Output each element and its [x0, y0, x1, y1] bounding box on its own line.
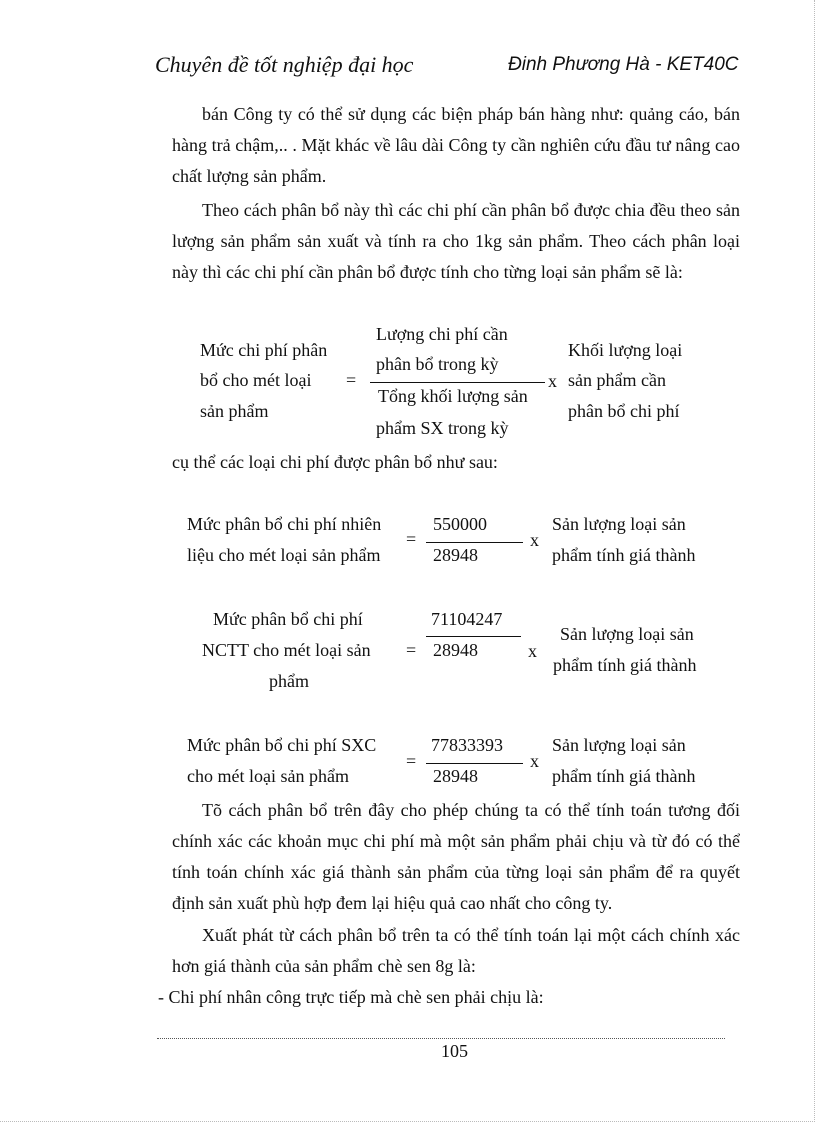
formula-labor-lhs-2: NCTT cho mét loại sản	[202, 640, 371, 660]
formula-fuel-denominator: 28948	[433, 545, 478, 565]
formula-general-fraction-bar	[370, 382, 545, 383]
formula-labor-lhs-3: phẩm	[269, 671, 309, 691]
formula-overhead-numerator: 77833393	[431, 735, 503, 755]
formula-fuel-lhs-2: liệu cho mét loại sản phẩm	[187, 545, 381, 565]
formula-general-lhs-1: Mức chi phí phân	[200, 340, 328, 360]
page-number: 105	[441, 1041, 468, 1061]
formula-general-rhs-3: phân bổ chi phí	[568, 401, 680, 421]
paragraph-1-text: bán Công ty có thể sử dụng các biện pháp bán hàng như: quảng cáo, bán hàng trả chậm,.. . Mặt khác về lâu dài Công ty cần nghiên cứu đầu tư nâng cao chất lượng sản phẩm.	[172, 104, 740, 186]
paragraph-2-text: Theo cách phân bổ này thì các chi phí cần phân bổ được chia đều theo sản lượng sản phẩm sản xuất và tính ra cho 1kg sản phẩm. Theo cách phân loại này thì các chi phí cần phân bổ được tính cho từng loại sản phẩm sẽ là:	[172, 200, 740, 282]
formula-labor-numerator: 71104247	[431, 609, 503, 629]
formula-general-denominator-1: Tổng khối lượng sản	[378, 386, 528, 406]
document-title: Chuyên đề tốt nghiệp đại học	[155, 52, 414, 77]
formula-general-rhs-1: Khối lượng loại	[568, 340, 683, 360]
formula-general-equals: =	[346, 370, 357, 390]
formula-overhead-lhs-1: Mức phân bổ chi phí SXC	[187, 735, 377, 755]
formula-labor-lhs-1: Mức phân bổ chi phí	[213, 609, 363, 629]
formula-overhead-rhs-1: Sản lượng loại sản	[552, 735, 686, 755]
formula-general-numerator-2: phân bổ trong kỳ	[376, 354, 499, 374]
paragraph-5	[172, 920, 740, 982]
paragraph-4-text: Tõ cách phân bổ trên đây cho phép chúng ta có thể tính toán tương đối chính xác các khoản mục chi phí mà một sản phẩm phải chịu và từ đó có thể tính toán chính xác giá thành sản phẩm của từng loại sản phẩm để ra quyết định sản xuất phù hợp đem lại hiệu quả cao nhất cho công ty.	[172, 800, 740, 913]
paragraph-4	[172, 795, 740, 919]
formula-labor-rhs-1: Sản lượng loại sản	[560, 624, 694, 644]
paragraph-2	[172, 195, 740, 288]
author-label: Đinh Phương Hà - KET40C	[508, 54, 739, 75]
formula-fuel-rhs-1: Sản lượng loại sản	[552, 514, 686, 534]
paragraph-3: cụ thể các loại chi phí được phân bổ như sau:	[172, 452, 498, 472]
formula-overhead-equals: =	[406, 751, 417, 771]
formula-labor-fraction-bar	[426, 636, 521, 637]
paragraph-6: - Chi phí nhân công trực tiếp mà chè sen phải chịu là:	[158, 987, 544, 1007]
paragraph-1	[142, 99, 740, 192]
formula-fuel-equals: =	[406, 529, 417, 549]
formula-overhead-times: x	[530, 751, 539, 771]
formula-general-rhs-2: sản phẩm cần	[568, 370, 666, 390]
formula-fuel-numerator: 550000	[433, 514, 487, 534]
formula-overhead-lhs-2: cho mét loại sản phẩm	[187, 766, 349, 786]
formula-general-lhs-3: sản phẩm	[200, 401, 269, 421]
formula-labor-rhs-2: phẩm tính giá thành	[553, 655, 697, 675]
formula-fuel-lhs-1: Mức phân bổ chi phí nhiên	[187, 514, 382, 534]
formula-general-numerator-1: Lượng chi phí cần	[376, 324, 508, 344]
paragraph-5-text: Xuất phát từ cách phân bổ trên ta có thể tính toán lại một cách chính xác hơn giá thành của sản phẩm chè sen 8g là:	[172, 925, 740, 976]
formula-general-times: x	[548, 371, 557, 391]
formula-fuel-times: x	[530, 530, 539, 550]
formula-general-lhs-2: bổ cho mét loại	[200, 370, 312, 390]
footer-rule	[157, 1038, 725, 1039]
formula-overhead-fraction-bar	[426, 763, 523, 764]
formula-overhead-rhs-2: phẩm tính giá thành	[552, 766, 696, 786]
formula-overhead-denominator: 28948	[433, 766, 478, 786]
formula-labor-equals: =	[406, 640, 417, 660]
formula-fuel-rhs-2: phẩm tính giá thành	[552, 545, 696, 565]
formula-general-denominator-2: phẩm SX trong kỳ	[376, 418, 509, 438]
formula-fuel-fraction-bar	[426, 542, 523, 543]
formula-labor-times: x	[528, 641, 537, 661]
formula-labor-denominator: 28948	[433, 640, 478, 660]
